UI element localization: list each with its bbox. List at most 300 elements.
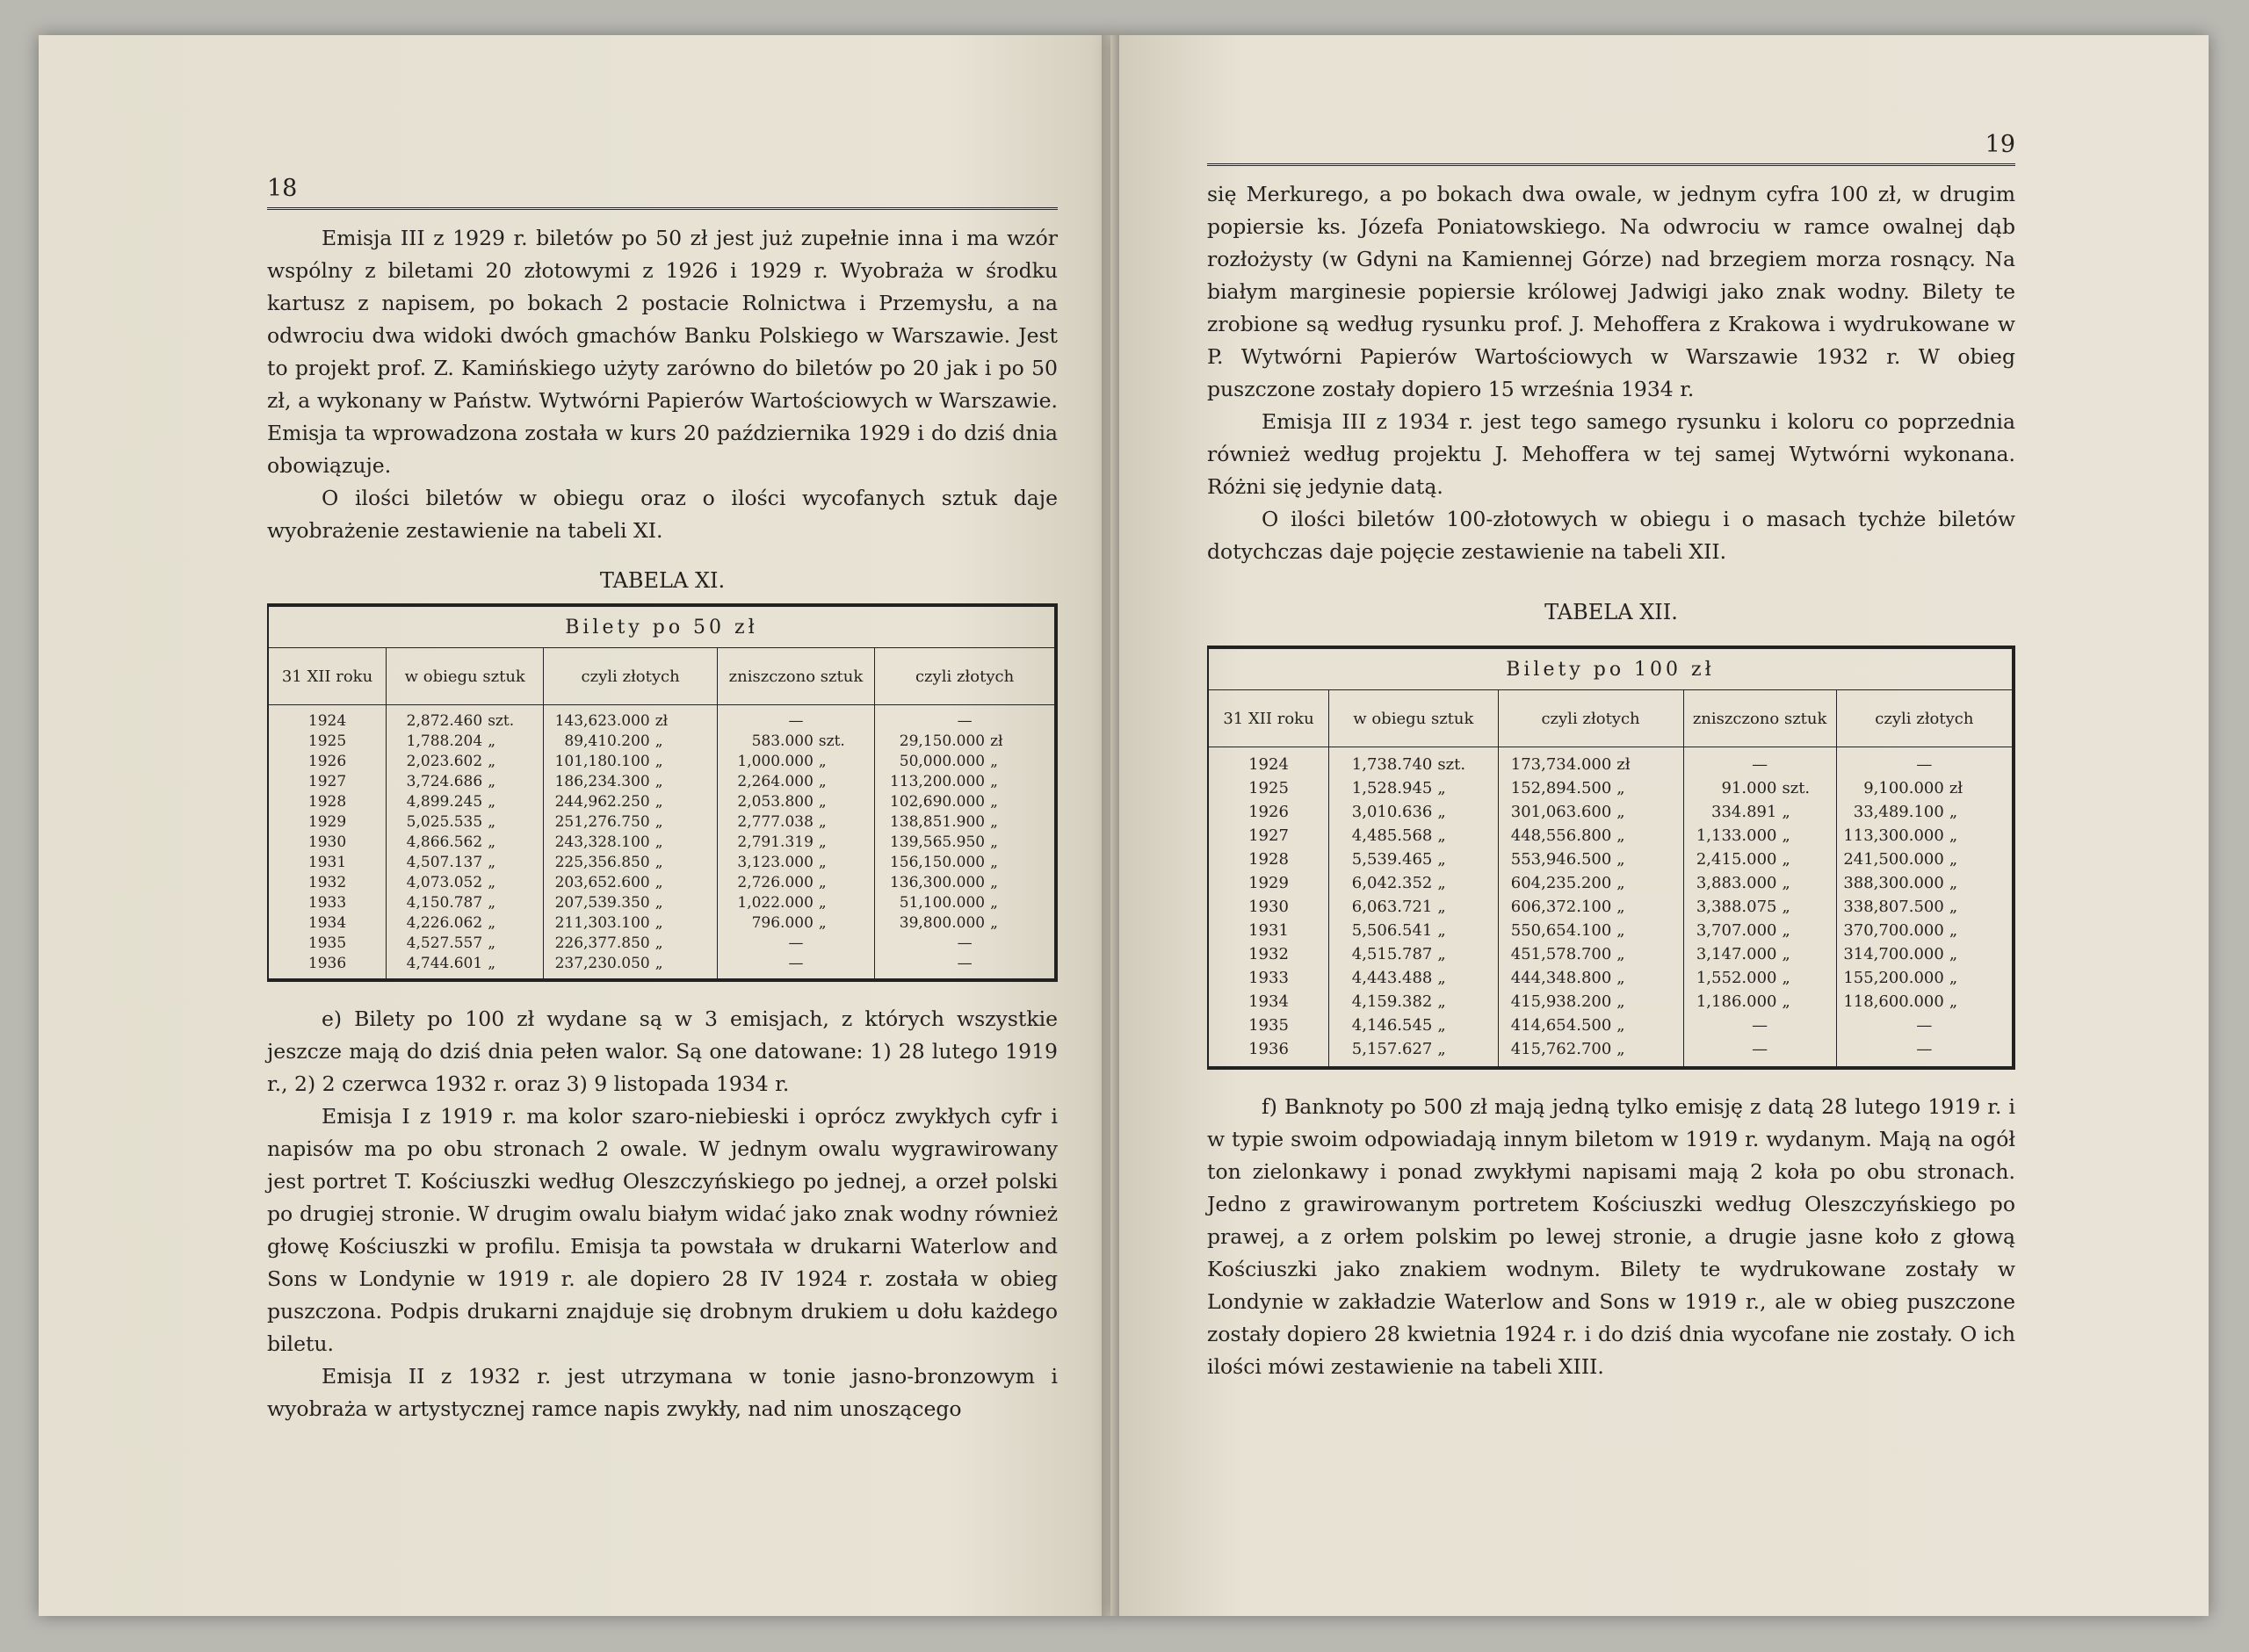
table-row: [268, 892, 1056, 913]
number-value: 1,552.000: [1696, 969, 1777, 987]
value-cell: [1329, 824, 1499, 848]
unit-value: „: [1782, 874, 1790, 892]
value-cell: [1498, 1037, 1683, 1068]
year-cell: 1934: [1248, 992, 1289, 1011]
table-row: [268, 751, 1056, 771]
number-value: 226,377.850: [554, 934, 650, 952]
page-number: 18: [267, 175, 298, 202]
unit-value: „: [1949, 850, 1958, 869]
table-xii: [1207, 646, 2015, 1070]
unit-value: „: [1437, 992, 1446, 1011]
value-cell: [1329, 942, 1499, 966]
value-cell: [875, 872, 1056, 892]
unit-value: „: [488, 873, 496, 891]
value-cell: [544, 933, 717, 953]
unit-value: „: [1616, 969, 1625, 987]
table-xi: [267, 603, 1058, 982]
value-cell: [1683, 1037, 1836, 1068]
column-header: w obiegu sztuk: [387, 648, 544, 705]
value-cell: [875, 812, 1056, 832]
value-cell: [717, 731, 874, 751]
number-value: 415,762.700: [1510, 1040, 1612, 1058]
unit-value: „: [1949, 826, 1958, 845]
number-value: 211,303.100: [554, 913, 650, 932]
number-value: 550,654.100: [1510, 921, 1612, 940]
unit-value: „: [1949, 945, 1958, 963]
year-cell: 1928: [1248, 850, 1289, 869]
left-page: [39, 35, 1110, 1616]
unit-value: „: [1437, 898, 1446, 916]
table-title: Bilety po 100 zł: [1208, 647, 2014, 690]
number-value: 451,578.700: [1510, 945, 1612, 963]
unit-value: „: [488, 893, 496, 912]
value-cell: [544, 892, 717, 913]
value-cell: [1498, 800, 1683, 824]
value-cell: [1683, 824, 1836, 848]
number-value: 91.000: [1721, 779, 1777, 797]
unit-value: „: [1616, 898, 1625, 916]
dash-value: —: [1916, 755, 1933, 774]
table-row: [1208, 1014, 2014, 1037]
value-cell: [717, 812, 874, 832]
year-cell: 1926: [307, 752, 347, 770]
value-cell: [1683, 776, 1836, 800]
unit-value: „: [1782, 850, 1790, 869]
value-cell: [1683, 895, 1836, 919]
number-value: 2,726.000: [737, 873, 814, 891]
book-spread: [39, 35, 2209, 1616]
unit-value: „: [1949, 874, 1958, 892]
table-row: [268, 791, 1056, 812]
unit-value: „: [654, 812, 663, 831]
number-value: 553,946.500: [1510, 850, 1612, 869]
value-cell: [1329, 1014, 1499, 1037]
unit-value: „: [488, 913, 496, 932]
unit-value: „: [1782, 945, 1790, 963]
unit-value: „: [818, 913, 827, 932]
value-cell: [717, 933, 874, 953]
unit-value: „: [654, 752, 663, 770]
number-value: 5,539.465: [1351, 850, 1433, 869]
table-row: [1208, 776, 2014, 800]
table-row: [1208, 990, 2014, 1014]
unit-value: „: [990, 772, 998, 790]
value-cell: [1329, 871, 1499, 895]
right-page-content: [1207, 105, 2015, 1383]
value-cell: [544, 751, 717, 771]
dash-value: —: [1752, 1040, 1768, 1058]
number-value: 314,700.000: [1843, 945, 1944, 963]
unit-value: „: [488, 833, 496, 851]
number-value: 4,866.562: [406, 833, 483, 851]
number-value: 1,738.740: [1351, 755, 1433, 774]
table-row: [268, 832, 1056, 852]
number-value: 4,507.137: [406, 853, 483, 871]
number-value: 5,157.627: [1351, 1040, 1433, 1058]
paragraph: O ilości biletów w obiegu oraz o ilości wycofanych sztuk daje wyobrażenie zestawienie na tabeli XI.: [267, 486, 1058, 543]
value-cell: [1498, 776, 1683, 800]
unit-value: szt.: [1782, 779, 1811, 797]
unit-value: „: [488, 792, 496, 811]
number-value: 29,150.000: [899, 732, 986, 750]
value-cell: [1498, 942, 1683, 966]
column-header: zniszczono sztuk: [1683, 690, 1836, 747]
year-cell: 1929: [1248, 874, 1289, 892]
value-cell: [387, 933, 544, 953]
value-cell: [544, 731, 717, 751]
number-value: 186,234.300: [554, 772, 650, 790]
number-value: 4,443.488: [1351, 969, 1433, 987]
value-cell: [1836, 800, 2014, 824]
number-value: 3,010.636: [1351, 803, 1433, 821]
value-cell: [717, 751, 874, 771]
table-row: [1208, 942, 2014, 966]
value-cell: [1836, 848, 2014, 871]
value-cell: [1329, 800, 1499, 824]
unit-value: „: [818, 772, 827, 790]
value-cell: [717, 913, 874, 933]
paragraph: e) Bilety po 100 zł wydane są w 3 emisjach, z których wszystkie jeszcze mają do dziś dnia pełen walor. Są one datowane: 1) 28 lutego 1919 r., 2) 2 czerwca 1932 r. oraz 3) 9 listopada 1934 r.: [267, 1006, 1058, 1096]
value-cell: [717, 791, 874, 812]
year-cell: 1931: [307, 853, 347, 871]
number-value: 251,276.750: [554, 812, 650, 831]
paragraph: f) Banknoty po 500 zł mają jedną tylko emisję z datą 28 lutego 1919 r. i w typie swoim odpowiadają innym biletom w 1919 r. wydanym. Mają na ogół ton zielonkawy i ponad zwykłymi napisami mają 2 koła po obu stronach. Jedno z grawirowanym portretem Kościuszki według Oleszczyńskiego po prawej, a z orłem polskim po lewej stronie, a drugie jasne koło z głową Kościuszki jako znakiem wodnym. Bilety te wydrukowane zostały w Londynie w zakładzie Waterlow and Sons w 1919 r., ale w obieg puszczone zostały dopiero 28 kwietnia 1924 r. i do dziś dnia wycofane nie zostały. O ich ilości mówi zestawienie na tabeli XIII.: [1207, 1094, 2015, 1379]
unit-value: „: [1949, 898, 1958, 916]
unit-value: „: [1437, 1016, 1446, 1035]
value-cell: [875, 751, 1056, 771]
year-cell: 1930: [307, 833, 347, 851]
unit-value: „: [488, 772, 496, 790]
year-cell: 1925: [1248, 779, 1289, 797]
number-value: 244,962.250: [554, 792, 650, 811]
value-cell: [1683, 1014, 1836, 1037]
column-header: zniszczono sztuk: [717, 648, 874, 705]
unit-value: szt.: [488, 711, 515, 730]
number-value: 2,053.800: [737, 792, 814, 811]
value-cell: [387, 832, 544, 852]
dash-value: —: [788, 934, 804, 952]
number-value: 2,791.319: [737, 833, 814, 851]
column-header: 31 XII roku: [268, 648, 387, 705]
year-cell: 1931: [1248, 921, 1289, 940]
number-value: 415,938.200: [1510, 992, 1612, 1011]
dash-value: —: [788, 711, 804, 730]
unit-value: „: [654, 833, 663, 851]
unit-value: „: [1616, 803, 1625, 821]
number-value: 118,600.000: [1843, 992, 1944, 1011]
number-value: 113,200.000: [889, 772, 986, 790]
value-cell: [717, 705, 874, 732]
value-cell: [1329, 848, 1499, 871]
unit-value: szt.: [818, 732, 845, 750]
year-cell: 1933: [307, 893, 347, 912]
unit-value: „: [990, 873, 998, 891]
value-cell: [1836, 776, 2014, 800]
unit-value: „: [1949, 992, 1958, 1011]
column-header: czyli złotych: [544, 648, 717, 705]
number-value: 101,180.100: [554, 752, 650, 770]
unit-value: „: [990, 792, 998, 811]
table-row: [268, 933, 1056, 953]
table-row: [268, 731, 1056, 751]
value-cell: [544, 705, 717, 732]
number-value: 4,527.557: [406, 934, 483, 952]
unit-value: „: [990, 833, 998, 851]
paragraph: Emisja III z 1929 r. biletów po 50 zł jest już zupełnie inna i ma wzór wspólny z biletami 20 złotowymi z 1926 i 1929 r. Wyobraża w środku kartusz z napisem, po bokach 2 postacie Rolnictwa i Przemysłu, a na odwrociu dwa widoki dwóch gmachów Banku Polskiego w Warszawie. Jest to projekt prof. Z. Kamińskiego użyty zarówno do biletów po 20 jak i po 50 zł, a wykonany w Państw. Wytwórni Papierów Wartościowych w Warszawie. Emisja ta wprowadzona została w kurs 20 października 1929 i do dziś dnia obowiązuje.: [267, 226, 1058, 478]
number-value: 2,777.038: [737, 812, 814, 831]
value-cell: [1683, 919, 1836, 942]
number-value: 414,654.500: [1510, 1016, 1612, 1035]
unit-value: „: [488, 853, 496, 871]
unit-value: „: [654, 873, 663, 891]
unit-value: „: [654, 913, 663, 932]
dash-value: —: [957, 954, 973, 972]
unit-value: „: [1616, 921, 1625, 940]
value-cell: [717, 953, 874, 980]
value-cell: [1683, 800, 1836, 824]
unit-value: „: [654, 893, 663, 912]
number-value: 4,226.062: [406, 913, 483, 932]
value-cell: [1836, 1037, 2014, 1068]
unit-value: „: [1616, 779, 1625, 797]
year-cell: 1927: [307, 772, 347, 790]
book-gutter: [1102, 35, 1119, 1616]
value-cell: [387, 852, 544, 872]
unit-value: „: [818, 812, 827, 831]
number-value: 388,300.000: [1843, 874, 1944, 892]
value-cell: [1836, 966, 2014, 990]
value-cell: [1498, 990, 1683, 1014]
number-value: 606,372.100: [1510, 898, 1612, 916]
number-value: 1,186.000: [1696, 992, 1777, 1011]
value-cell: [1836, 824, 2014, 848]
table-caption: TABELA XII.: [1544, 600, 1678, 624]
unit-value: „: [654, 934, 663, 952]
unit-value: szt.: [1437, 755, 1466, 774]
number-value: 143,623.000: [554, 711, 650, 730]
number-value: 4,899.245: [406, 792, 483, 811]
number-value: 33,489.100: [1853, 803, 1944, 821]
table-row: [1208, 871, 2014, 895]
number-value: 9,100.000: [1863, 779, 1944, 797]
table-row: [268, 771, 1056, 791]
year-cell: 1932: [307, 873, 347, 891]
value-cell: [875, 852, 1056, 872]
value-cell: [544, 852, 717, 872]
unit-value: „: [1616, 1040, 1625, 1058]
unit-value: „: [1437, 803, 1446, 821]
table-row: [1208, 747, 2014, 777]
unit-value: „: [1949, 921, 1958, 940]
year-cell: 1924: [307, 711, 347, 730]
value-cell: [1498, 895, 1683, 919]
value-cell: [544, 913, 717, 933]
number-value: 4,515.787: [1351, 945, 1433, 963]
value-cell: [875, 705, 1056, 732]
value-cell: [1329, 747, 1499, 777]
unit-value: „: [488, 954, 496, 972]
paragraph: O ilości biletów 100-złotowych w obiegu i o masach tychże biletów dotychczas daje pojęcie zestawienie na tabeli XII.: [1207, 507, 2015, 564]
unit-value: „: [990, 812, 998, 831]
table-row: [1208, 1037, 2014, 1068]
value-cell: [875, 832, 1056, 852]
value-cell: [1836, 942, 2014, 966]
year-cell: 1925: [307, 732, 347, 750]
year-cell: 1929: [307, 812, 347, 831]
number-value: 225,356.850: [554, 853, 650, 871]
table-row: [1208, 895, 2014, 919]
number-value: 51,100.000: [899, 893, 986, 912]
year-cell: 1932: [1248, 945, 1289, 963]
year-cell: 1933: [1248, 969, 1289, 987]
value-cell: [544, 872, 717, 892]
number-value: 2,415.000: [1696, 850, 1777, 869]
number-value: 173,734.000: [1510, 755, 1612, 774]
header-rule: [1207, 163, 2015, 166]
unit-value: „: [1782, 803, 1790, 821]
number-value: 1,528.945: [1351, 779, 1433, 797]
table-row: [1208, 966, 2014, 990]
unit-value: „: [818, 873, 827, 891]
number-value: 4,159.382: [1351, 992, 1433, 1011]
header-rule: [267, 207, 1058, 210]
value-cell: [875, 892, 1056, 913]
value-cell: [717, 872, 874, 892]
year-cell: 1934: [307, 913, 347, 932]
value-cell: [544, 832, 717, 852]
value-cell: [1836, 747, 2014, 777]
unit-value: „: [1616, 1016, 1625, 1035]
number-value: 237,230.050: [554, 954, 650, 972]
unit-value: „: [1616, 874, 1625, 892]
value-cell: [387, 771, 544, 791]
number-value: 3,123.000: [737, 853, 814, 871]
unit-value: „: [1782, 898, 1790, 916]
number-value: 334.891: [1711, 803, 1777, 821]
unit-value: „: [1782, 921, 1790, 940]
column-header: czyli złotych: [875, 648, 1056, 705]
unit-value: „: [1949, 803, 1958, 821]
number-value: 2,872.460: [406, 711, 483, 730]
number-value: 102,690.000: [889, 792, 986, 811]
value-cell: [1683, 966, 1836, 990]
unit-value: „: [1616, 826, 1625, 845]
number-value: 89,410.200: [564, 732, 650, 750]
paragraph: Emisja I z 1919 r. ma kolor szaro-niebieski i oprócz zwykłych cyfr i napisów ma po obu stronach 2 owale. W jednym owalu wygrawirowany jest portret T. Kościuszki według Oleszczyńskiego po jednej, a orzeł polski po drugiej stronie. W drugim owalu białym widać jako znak wodny również głowę Kościuszki w profilu. Emisja ta powstała w drukarni Waterlow and Sons w Londynie w 1919 r. ale dopiero 28 IV 1924 r. została w obieg puszczona. Podpis drukarni znajduje się drobnym drukiem u dołu każdego biletu.: [267, 1104, 1058, 1356]
table-row: [268, 953, 1056, 980]
value-cell: [1498, 966, 1683, 990]
unit-value: „: [1437, 1040, 1446, 1058]
number-value: 796.000: [751, 913, 814, 932]
value-cell: [1683, 871, 1836, 895]
unit-value: „: [1437, 945, 1446, 963]
year-cell: 1927: [1248, 826, 1289, 845]
number-value: 203,652.600: [554, 873, 650, 891]
dash-value: —: [1752, 755, 1768, 774]
table-row: [268, 812, 1056, 832]
number-value: 4,073.052: [406, 873, 483, 891]
table-row: [268, 872, 1056, 892]
page-number: 19: [1985, 131, 2015, 158]
unit-value: „: [1949, 969, 1958, 987]
number-value: 3,388.075: [1696, 898, 1777, 916]
table-row: [268, 705, 1056, 732]
number-value: 6,063.721: [1351, 898, 1433, 916]
number-value: 3,883.000: [1696, 874, 1777, 892]
value-cell: [717, 771, 874, 791]
number-value: 604,235.200: [1510, 874, 1612, 892]
dash-value: —: [788, 954, 804, 972]
number-value: 39,800.000: [899, 913, 986, 932]
number-value: 50,000.000: [899, 752, 986, 770]
column-header: 31 XII roku: [1208, 690, 1329, 747]
table-row: [1208, 919, 2014, 942]
unit-value: „: [818, 853, 827, 871]
left-page-content: [267, 149, 1058, 1425]
unit-value: „: [1437, 874, 1446, 892]
value-cell: [387, 791, 544, 812]
value-cell: [1498, 848, 1683, 871]
number-value: 6,042.352: [1351, 874, 1433, 892]
value-cell: [387, 705, 544, 732]
value-cell: [1683, 747, 1836, 777]
value-cell: [1498, 871, 1683, 895]
value-cell: [717, 832, 874, 852]
unit-value: „: [818, 893, 827, 912]
year-cell: 1935: [1248, 1016, 1289, 1035]
table-row: [1208, 800, 2014, 824]
number-value: 152,894.500: [1510, 779, 1612, 797]
unit-value: „: [818, 752, 827, 770]
year-cell: 1936: [307, 954, 347, 972]
value-cell: [717, 892, 874, 913]
value-cell: [875, 933, 1056, 953]
dash-value: —: [1916, 1040, 1933, 1058]
value-cell: [875, 731, 1056, 751]
value-cell: [1498, 747, 1683, 777]
number-value: 2,264.000: [737, 772, 814, 790]
unit-value: „: [1616, 850, 1625, 869]
value-cell: [544, 812, 717, 832]
unit-value: „: [654, 792, 663, 811]
unit-value: „: [488, 812, 496, 831]
value-cell: [387, 731, 544, 751]
number-value: 4,146.545: [1351, 1016, 1433, 1035]
unit-value: „: [1616, 992, 1625, 1011]
unit-value: „: [1437, 969, 1446, 987]
table-row: [1208, 824, 2014, 848]
unit-value: „: [990, 752, 998, 770]
number-value: 243,328.100: [554, 833, 650, 851]
unit-value: „: [990, 893, 998, 912]
unit-value: zł: [990, 732, 1003, 750]
year-cell: 1935: [307, 934, 347, 952]
value-cell: [1329, 966, 1499, 990]
value-cell: [387, 913, 544, 933]
number-value: 2,023.602: [406, 752, 483, 770]
value-cell: [717, 852, 874, 872]
number-value: 1,788.204: [406, 732, 483, 750]
number-value: 583.000: [751, 732, 814, 750]
unit-value: zł: [1616, 755, 1631, 774]
number-value: 1,000.000: [737, 752, 814, 770]
number-value: 138,851.900: [889, 812, 986, 831]
value-cell: [1836, 919, 2014, 942]
value-cell: [1498, 824, 1683, 848]
number-value: 241,500.000: [1843, 850, 1944, 869]
number-value: 1,133.000: [1696, 826, 1777, 845]
number-value: 139,565.950: [889, 833, 986, 851]
